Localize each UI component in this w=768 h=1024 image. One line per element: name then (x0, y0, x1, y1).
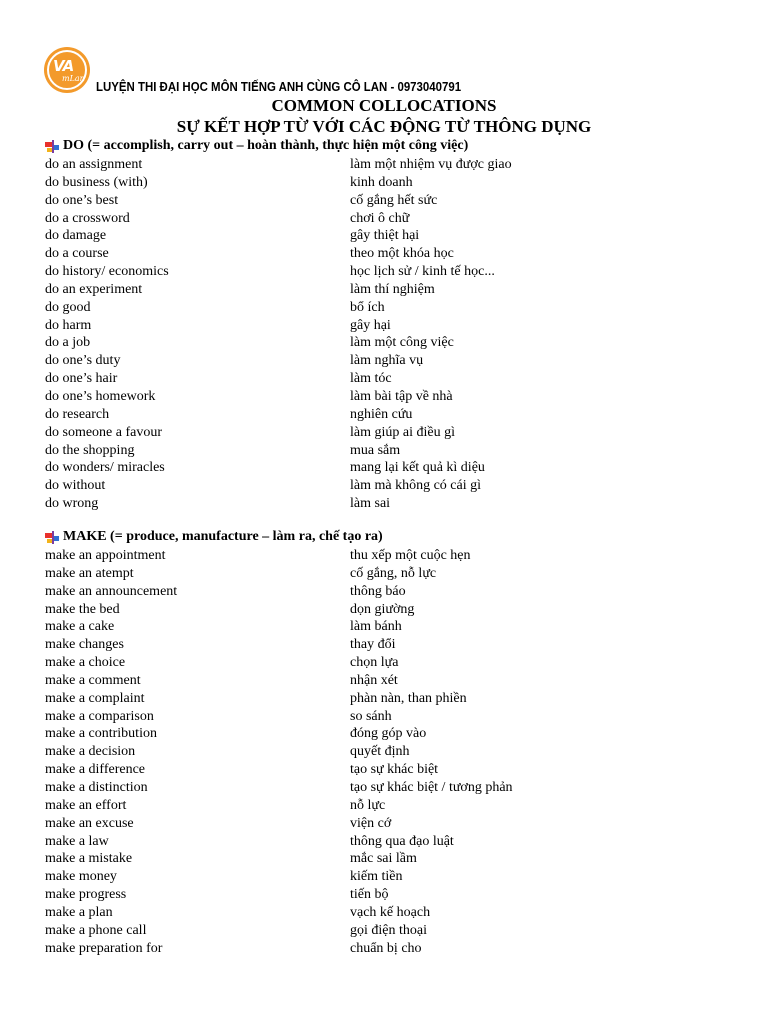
collocation-vietnamese: làm một công việc (350, 335, 454, 351)
collocation-english: make an excuse (45, 815, 134, 831)
collocation-english: make money (45, 869, 117, 885)
collocation-vietnamese: thông qua đạo luật (350, 833, 454, 849)
collocation-english: do good (45, 299, 91, 315)
collocation-vietnamese: so sánh (350, 708, 392, 724)
collocation-english: do wrong (45, 496, 99, 512)
collocation-english: make a choice (45, 655, 126, 671)
collocation-vietnamese: làm nghĩa vụ (350, 353, 424, 369)
collocation-english: make the bed (45, 601, 120, 617)
list-item (0, 370, 768, 388)
collocation-list-do (0, 156, 768, 513)
collocation-english: do damage (45, 228, 107, 244)
list-item (0, 886, 768, 904)
collocation-vietnamese: mua sắm (350, 442, 401, 458)
collocation-vietnamese: đóng góp vào (350, 726, 427, 742)
collocation-vietnamese: cố gắng, nỗ lực (350, 565, 437, 581)
collocation-vietnamese: chuẩn bị cho (350, 940, 422, 956)
collocation-english: do without (45, 478, 106, 494)
collocation-english: do research (45, 406, 110, 422)
logo-text: VA (53, 57, 74, 75)
list-item (0, 477, 768, 495)
collocation-vietnamese: kiếm tiền (350, 869, 403, 885)
collocation-vietnamese: kinh doanh (350, 174, 413, 190)
collocation-vietnamese: chọn lựa (350, 655, 399, 671)
school-line: LUYỆN THI ĐẠI HỌC MÔN TIẾNG ANH CÙNG CÔ LAN - 0973040791 (96, 79, 462, 94)
collocation-english: do business (with) (45, 174, 148, 190)
collocation-english: do one’s hair (45, 371, 118, 387)
collocation-vietnamese: gọi điện thoại (350, 922, 427, 938)
collocation-vietnamese: làm tóc (350, 371, 392, 387)
collocation-english: make a contribution (45, 726, 157, 742)
flag-bullet-icon (45, 531, 59, 544)
collocation-vietnamese: tiến bộ (350, 887, 389, 903)
list-item (0, 174, 768, 192)
collocation-vietnamese: làm một nhiệm vụ được giao (350, 157, 512, 172)
collocation-english: make preparation for (45, 940, 163, 956)
collocation-english: make a cake (45, 619, 115, 635)
collocation-english: make an atempt (45, 565, 134, 581)
section-heading-text: DO (= accomplish, carry out – hoàn thành, thực hiện một công việc) (63, 138, 469, 153)
collocation-english: do wonders/ miracles (45, 460, 165, 476)
collocation-english: do one’s best (45, 192, 119, 208)
logo (44, 47, 90, 93)
collocation-vietnamese: làm sai (350, 496, 391, 512)
collocation-english: do a job (45, 335, 91, 351)
list-item (0, 904, 768, 922)
list-item (0, 565, 768, 583)
list-item (0, 424, 768, 442)
section-heading-make (45, 529, 383, 545)
list-item (0, 922, 768, 940)
collocation-english: make an announcement (45, 583, 178, 599)
collocation-vietnamese: làm thí nghiệm (350, 281, 435, 297)
flag-bullet-icon (45, 140, 59, 153)
list-item (0, 352, 768, 370)
list-item (0, 583, 768, 601)
list-item (0, 708, 768, 726)
list-item (0, 210, 768, 228)
list-item (0, 245, 768, 263)
collocation-vietnamese: nỗ lực (350, 797, 386, 813)
collocation-english: do one’s duty (45, 353, 121, 369)
list-item (0, 761, 768, 779)
collocation-english: make an appointment (45, 548, 166, 563)
collocation-english: make changes (45, 637, 124, 653)
collocation-vietnamese: mang lại kết quả kì diệu (350, 460, 485, 476)
collocation-english: make a decision (45, 744, 136, 760)
list-item (0, 725, 768, 743)
collocation-english: make a distinction (45, 779, 148, 795)
list-item (0, 406, 768, 424)
list-item (0, 192, 768, 210)
list-item (0, 779, 768, 797)
collocation-english: make a law (45, 833, 109, 849)
list-item (0, 495, 768, 513)
collocation-vietnamese: mắc sai lầm (350, 851, 417, 867)
collocation-vietnamese: thu xếp một cuộc hẹn (350, 548, 471, 563)
list-item (0, 263, 768, 281)
collocation-vietnamese: theo một khóa học (350, 246, 454, 262)
page-title (0, 96, 768, 116)
collocation-english: do harm (45, 317, 92, 333)
collocation-vietnamese: nghiên cứu (350, 406, 413, 422)
collocation-english: make a plan (45, 904, 113, 920)
collocation-vietnamese: phàn nàn, than phiền (350, 690, 467, 706)
collocation-english: do one’s homework (45, 388, 156, 404)
collocation-english: make a mistake (45, 851, 133, 867)
collocation-english: make a phone call (45, 922, 147, 938)
collocation-vietnamese: chơi ô chữ (350, 210, 410, 226)
list-item (0, 334, 768, 352)
list-item (0, 815, 768, 833)
list-item (0, 850, 768, 868)
collocation-english: make progress (45, 887, 127, 903)
section-heading-do (45, 138, 468, 154)
list-item (0, 388, 768, 406)
list-item (0, 940, 768, 958)
collocation-vietnamese: quyết định (350, 744, 410, 760)
collocation-english: do an assignment (45, 157, 143, 172)
collocation-english: make a comment (45, 672, 141, 688)
collocation-english: make a complaint (45, 690, 145, 706)
list-item (0, 281, 768, 299)
collocation-english: do an experiment (45, 281, 143, 297)
collocation-english: make a difference (45, 762, 146, 778)
collocation-vietnamese: làm bài tập về nhà (350, 388, 453, 404)
collocation-vietnamese: làm bánh (350, 619, 402, 635)
logo-subtext: mLan (62, 74, 85, 83)
list-item (0, 459, 768, 477)
list-item (0, 156, 768, 174)
collocation-vietnamese: học lịch sử / kinh tế học... (350, 264, 495, 280)
collocation-english: make a comparison (45, 708, 154, 724)
collocation-list-make (0, 547, 768, 957)
collocation-vietnamese: tạo sự khác biệt / tương phản (350, 779, 513, 795)
collocation-vietnamese: nhận xét (350, 672, 398, 688)
list-item (0, 442, 768, 460)
collocation-english: do someone a favour (45, 424, 163, 440)
list-item (0, 797, 768, 815)
list-item (0, 601, 768, 619)
collocation-vietnamese: cố gắng hết sức (350, 192, 438, 208)
collocation-vietnamese: làm giúp ai điều gì (350, 424, 455, 440)
collocation-english: do a course (45, 246, 109, 262)
collocation-vietnamese: tạo sự khác biệt (350, 762, 439, 778)
list-item (0, 227, 768, 245)
page-subtitle: SỰ KẾT HỢP TỪ VỚI CÁC ĐỘNG TỪ THÔNG DỤNG (176, 117, 592, 136)
list-item (0, 547, 768, 565)
collocation-vietnamese: gây hại (350, 317, 391, 333)
section-heading-text: MAKE (= produce, manufacture – làm ra, chế tạo ra) (63, 529, 383, 544)
collocation-vietnamese: dọn giường (350, 601, 415, 617)
collocation-vietnamese: bổ ích (350, 299, 385, 315)
collocation-vietnamese: gây thiệt hại (350, 228, 420, 244)
list-item (0, 833, 768, 851)
list-item (0, 618, 768, 636)
page-title-text: COMMON COLLOCATIONS (271, 96, 497, 115)
list-item (0, 690, 768, 708)
list-item (0, 743, 768, 761)
collocation-english: do a crossword (45, 210, 130, 226)
list-item (0, 868, 768, 886)
collocation-vietnamese: thay đổi (350, 637, 396, 653)
list-item (0, 299, 768, 317)
collocation-vietnamese: thông báo (350, 583, 406, 599)
collocation-english: do the shopping (45, 442, 135, 458)
collocation-vietnamese: vạch kế hoạch (350, 904, 431, 920)
list-item (0, 636, 768, 654)
list-item (0, 672, 768, 690)
list-item (0, 654, 768, 672)
collocation-vietnamese: viện cớ (350, 815, 392, 831)
list-item (0, 317, 768, 335)
collocation-vietnamese: làm mà không có cái gì (350, 478, 482, 494)
collocation-english: make an effort (45, 797, 127, 813)
collocation-english: do history/ economics (45, 264, 169, 280)
